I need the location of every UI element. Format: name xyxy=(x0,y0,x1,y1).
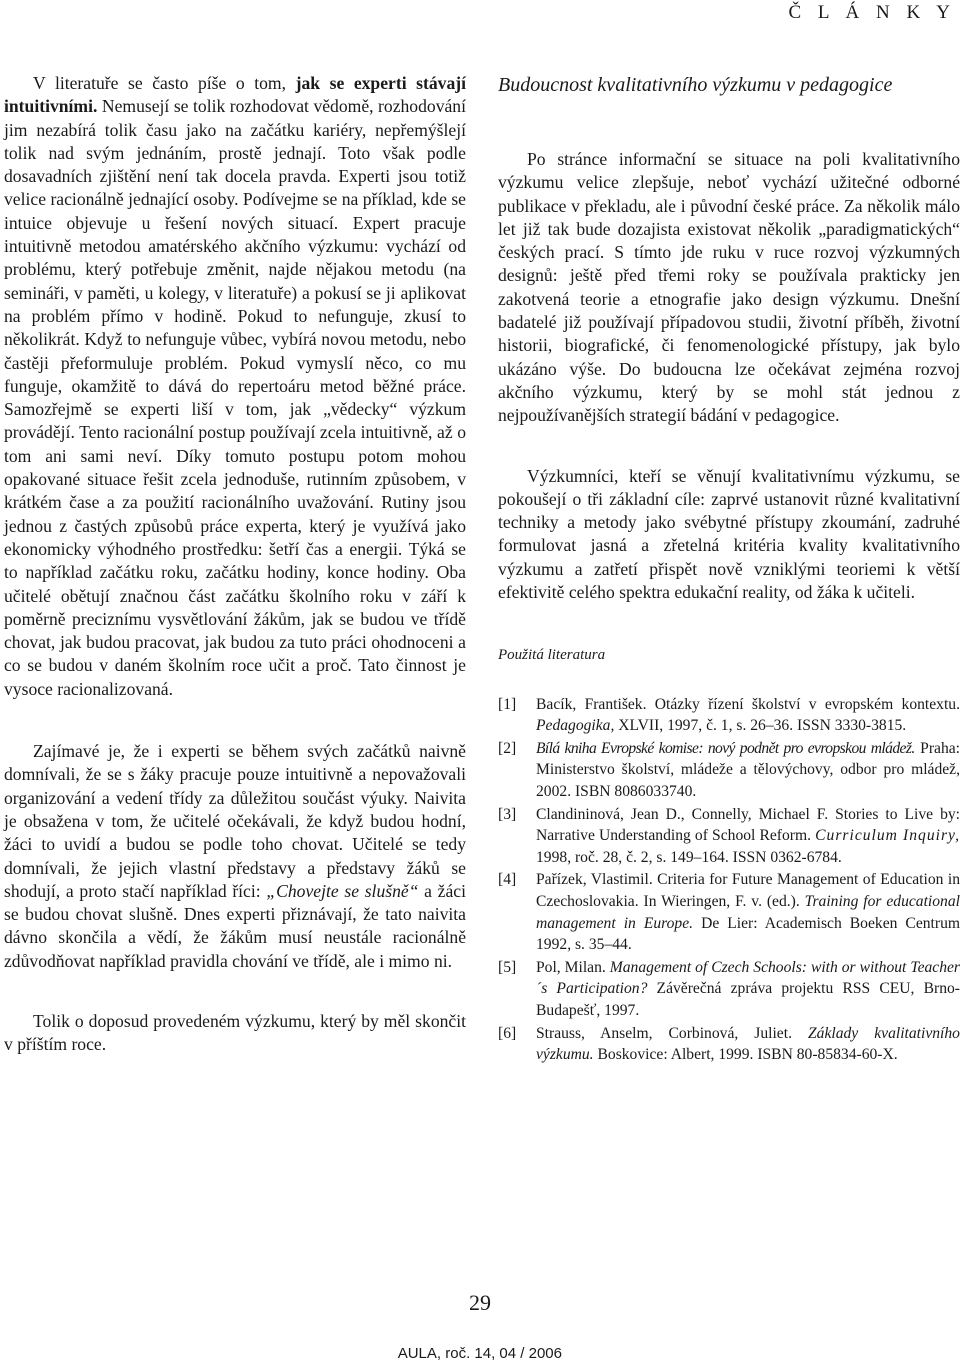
left-column xyxy=(4,72,466,1057)
reference-number: [6] xyxy=(498,1024,517,1042)
text: Pol, Milan. xyxy=(536,958,610,976)
paragraph-conclusion: Tolik o doposud provedeném výzkumu, který by měl skončit v příštím roce. xyxy=(4,1010,466,1055)
bold-phrase: jak se experti stávají intuitivními. xyxy=(4,73,466,117)
text: 1998, roč. 28, č. 2, s. 149–164. ISSN 0362-6784. xyxy=(536,848,842,866)
reference-text xyxy=(536,738,960,803)
reference-number: [4] xyxy=(498,871,517,889)
text: a žáci se budou chovat slušně. Dnes experti přiznávají, že tato naivita dávno skončila a vědí, že žákům musí neustále racionálně zdůvodňovat například pravidla chování ve třídě, ale i mimo ni. xyxy=(4,880,466,971)
page-number: 29 xyxy=(469,1290,491,1315)
paragraph-naivety xyxy=(4,740,466,973)
references-list xyxy=(498,694,960,1066)
italic-title: Základy kvalitativního výzkumu. xyxy=(536,1024,960,1064)
italic-title: Pedagogika, xyxy=(536,717,615,735)
italic-title: Curriculum Inquiry, xyxy=(815,827,960,845)
italic-title: Bílá kniha Evropské komise: nový podnět pro evropskou mládež. xyxy=(536,739,915,757)
reference-item xyxy=(498,804,960,869)
reference-text xyxy=(536,804,960,869)
reference-number: [5] xyxy=(498,958,517,976)
right-column xyxy=(498,72,960,1067)
text: Boskovice: Albert, 1999. ISBN 80-85834-60-X. xyxy=(593,1046,898,1064)
reference-item xyxy=(498,738,960,803)
reference-number: [2] xyxy=(498,739,517,757)
paragraph-information: Po stránce informační se situace na poli kvalitativního výzkumu velice zlepšuje, neboť vychází užitečné odborné publikace v překladu, ale i původní české práce. Za několik málo let již tak bude dozajista existovat několik „paradigmatických“ českých prací. S tímto jde ruku v ruce rozvoj výzkumných designů: ještě před třemi roky se používala prakticky jen zakotvená teorie a etnografie jako design výzkumu. Dnešní badatelé již používají případovou studii, životní příběh, životní historii, biografické, či fenomenologické přístupy, jak bylo ukázáno výše. Do budoucna lze očekávat zejména rozvoj akčního výzkumu, který by se mohl stát jednou z nejpoužívanějších strategií bádání v pedagogice. xyxy=(498,149,960,426)
references-title: Použitá literatura xyxy=(498,647,606,664)
reference-text xyxy=(536,1023,960,1066)
text: Praha: Ministerstvo školství, mládeže a tělovýchovy, odbor pro mládež, 2002. ISBN 8086033740. xyxy=(536,739,960,801)
text: XLVII, 1997, č. 1, s. 26–36. ISSN 3330-3815. xyxy=(614,717,907,735)
reference-item xyxy=(498,1023,960,1066)
journal-footer: AULA, roč. 14, 04 / 2006 xyxy=(397,1345,562,1362)
text: V literatuře se často píše o tom, xyxy=(33,73,296,93)
quote: „Chovejte se slušně“ xyxy=(266,880,419,901)
text: Zajímavé je, že i experti se během svých začátků naivně domnívali, že se s žáky pracuje pouze intuitivně a nepovažovali organizování a vedení třídy za důležitou součást výuky. Naivita je obsažena v tom, že učitelé očekávali, že když budou hodní, žáci to uvidí a budou se podle toho chovat. Učitelé se tedy domnívali, že jejich vlastní představy a představy žáků se shodují, a proto stačí například říci: xyxy=(4,741,466,901)
italic-title: Training for educational management in Europe. xyxy=(536,892,960,932)
italic-title: Management of Czech Schools: with or without Teacher´s Participation? xyxy=(536,958,960,998)
paragraph-researchers: Výzkumníci, kteří se věnují kvalitativnímu výzkumu, se pokoušejí o tři základní cíle: zaprvé ustanovit různé kvalitativní techniky a metody jako svébytné přístupy zkoumání, zadruhé formulovat jasná a zřetelná kritéria kvality kvalitativního výzkumu a zatřetí přispět nově vzniklými teoriemi k větší efektivitě celého spektra edukační reality, od žáka k učiteli. xyxy=(498,465,960,603)
text: Nemusejí se tolik rozhodovat vědomě, rozhodování jim nezabírá tolik času jako na začátku kariéry, nepřemýšlejí tolik nad svým jednáním, prostě jednají. Toto však podle dosavadních zjištění není tak docela pravda. Experti jsou totiž velice racionálně jednající osoby. Podívejme se na příklad, kde se intuice objevuje u řešení nových situací. Expert pracuje intuitivně metodou amatérského akčního výzkumu: vychází od problému, který potřebuje změnit, najde nějakou metodu (na semináři, v paměti, u kolegy, v literatuře) a pokusí se ji aplikovat na problém přímo v hodině. Pokud to nefunguje, zkusí to několikrát. Když to nefunguje vůbec, vybírá novou metodu, nebo častěji přeformuluje problém. Pokud vymyslí něco, co mu funguje, okamžitě to dává do repertoáru metod běžné práce. Samozřejmě se experti liší v tom, jak „vědecky“ výzkum provádějí. Tento racionální postup používají zcela intuitivně, až o tom ani sami neví. Díky tomuto postupu potom mohou opakované situace řešit zcela jednoduše, rutinním způsobem, v krátkém čase a za použití racionálního uvažování. Rutiny jsou jednou z častých způsobů práce experta, který je využívá jako ekonomicky výhodného prostředku: šetří čas a energii. Týká se to například začátku roku, začátku hodiny, konce hodiny. Oba učitelé obětují značnou část začátku školního roku v září k poměrně preciznímu vysvětlování žákům, jak se budou ve třídě chovat, jak budou pracovat, jak budou za tuto práci ohodnoceni a co se budou v daném školním roce učit a proč. Tato činnost je vysoce racionalizovaná. xyxy=(4,96,466,699)
reference-number: [1] xyxy=(498,695,517,713)
reference-text xyxy=(536,694,960,737)
reference-number: [3] xyxy=(498,805,517,823)
text: Pařízek, Vlastimil. Criteria for Future Management of Education in Czechoslovakia. In Wieringen, F. v. (ed.). xyxy=(536,871,960,910)
reference-text xyxy=(536,869,960,955)
section-title: Budoucnost kvalitativního výzkumu v pedagogice xyxy=(498,74,893,96)
text: Strauss, Anselm, Corbinová, Juliet. xyxy=(536,1024,808,1042)
text: Clandininová, Jean D., Connelly, Michael F. Stories to Live by: Narrative Understanding of School Reform. xyxy=(536,805,960,845)
paragraph-experts-intuition xyxy=(4,72,466,701)
section-label: Č L Á N K Y xyxy=(788,2,956,23)
text: Bacík, František. Otázky řízení školství v evropském kontextu. xyxy=(536,695,960,713)
text: Závěrečná zpráva projektu RSS CEU, Brno-Budapešť, 1997. xyxy=(536,980,960,1019)
reference-item xyxy=(498,957,960,1022)
reference-item xyxy=(498,869,960,955)
reference-item xyxy=(498,694,960,737)
text: De Lier: Academisch Boeken Centrum 1992, s. 35–44. xyxy=(536,914,960,954)
reference-text xyxy=(536,957,960,1022)
